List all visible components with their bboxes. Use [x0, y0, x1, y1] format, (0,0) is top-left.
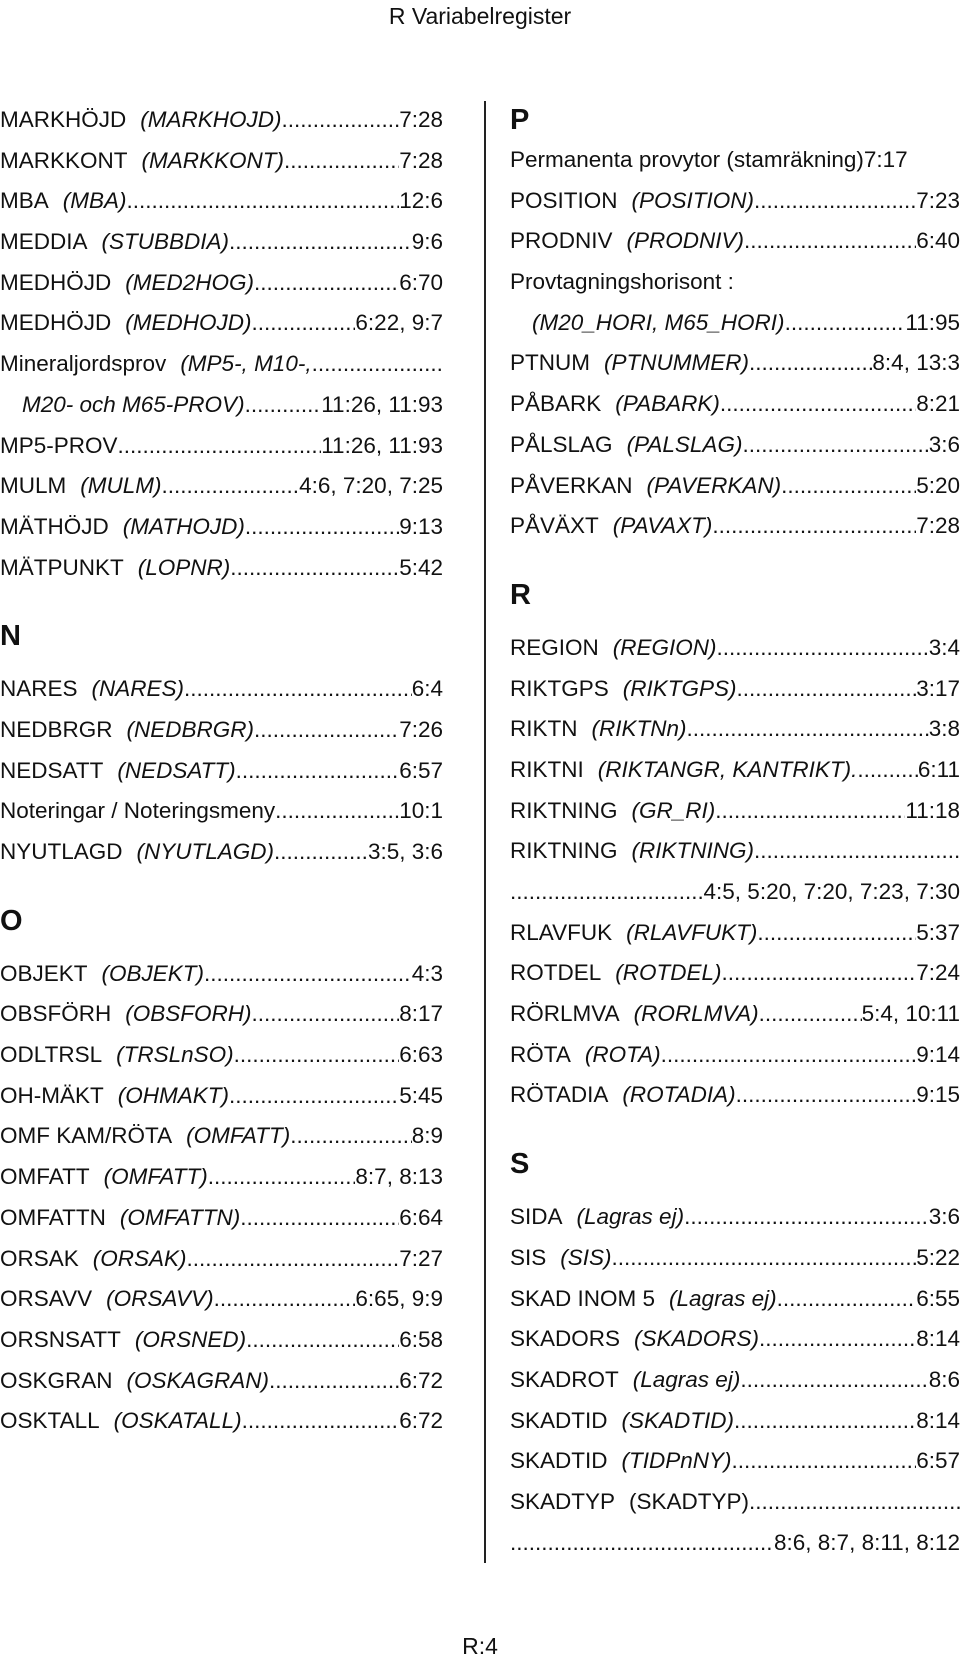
- entry-alias: (MATHOJD): [122, 513, 245, 539]
- entry-alias: (Lagras ej): [669, 1285, 777, 1311]
- entry-alias: (PTNUMMER): [604, 350, 749, 376]
- index-entry: [510, 181, 960, 222]
- entry-alias: (MED2HOG): [125, 269, 254, 295]
- index-entry: [510, 1441, 960, 1482]
- entry-alias: (ROTA): [584, 1041, 661, 1067]
- entry-page-ref: 11:26, 11:93: [321, 391, 443, 417]
- index-entry: [510, 1197, 960, 1238]
- dot-leader: [275, 791, 399, 832]
- index-entry: [0, 832, 443, 873]
- entry-name: SKADORS: [510, 1326, 621, 1352]
- entry-alias: (PAVERKAN): [646, 472, 782, 498]
- entry-alias: (PAVAXT): [612, 513, 713, 539]
- entry-name: OMFATT: [0, 1164, 90, 1190]
- entry-alias: (RIKTNING): [631, 838, 755, 864]
- entry-page-ref: 6:55: [916, 1285, 960, 1311]
- dot-leader: [254, 263, 399, 304]
- entry-alias: (RLAVFUKT): [626, 919, 758, 945]
- entry-page-ref: 6:72: [399, 1408, 443, 1434]
- entry-page-ref: 7:28: [399, 147, 443, 173]
- entry-name: MBA: [0, 188, 49, 214]
- dot-leader: [187, 1239, 400, 1280]
- entry-alias: (RIKTGPS): [622, 675, 737, 701]
- index-entry: [0, 669, 443, 710]
- entry-page-ref: 3:17: [916, 675, 960, 701]
- entry-alias: (MARKHOJD): [140, 107, 282, 132]
- entry-name: OMF KAM/RÖTA: [0, 1123, 173, 1149]
- entry-name: MARKKONT: [0, 147, 128, 173]
- index-entry: [510, 1523, 960, 1564]
- entry-alias: (OSKAGRAN): [126, 1367, 270, 1393]
- entry-alias: (OHMAKT): [117, 1082, 229, 1108]
- entry-name: NYUTLAGD: [0, 839, 123, 864]
- dot-leader: [612, 1238, 917, 1279]
- index-entry: [0, 1035, 443, 1076]
- entry-name: Noteringar / Noteringsmeny: [0, 798, 276, 824]
- index-entry: [510, 425, 960, 466]
- entry-alias: (OBSFORH): [125, 1001, 252, 1027]
- entry-name: POSITION: [510, 187, 618, 213]
- entry-alias: (SKADTID): [621, 1407, 735, 1433]
- entry-alias: (Lagras ej): [576, 1204, 685, 1230]
- index-entry: [0, 1401, 443, 1442]
- dot-leader: [737, 669, 917, 710]
- entry-name: PÅVÄXT: [510, 513, 599, 539]
- section-letter: P: [510, 104, 530, 136]
- entry-page-ref: 6:70: [399, 269, 443, 295]
- index-entry: [510, 709, 960, 750]
- entry-name: SKADTID: [510, 1407, 608, 1433]
- entry-alias: (PABARK): [615, 391, 720, 417]
- dot-leader: [749, 1482, 960, 1523]
- entry-page-ref: 4:6, 7:20, 7:25: [299, 473, 443, 499]
- entry-page-ref: 6:72: [399, 1367, 443, 1393]
- entry-name: MULM: [0, 473, 67, 499]
- entry-alias: (SIS): [560, 1244, 612, 1270]
- entry-name: MEDDIA: [0, 229, 88, 255]
- entry-name: MEDHÖJD: [0, 310, 112, 336]
- dot-leader: [785, 303, 906, 344]
- entry-alias: (ORSAK): [92, 1245, 187, 1271]
- entry-page-ref: 6:57: [399, 757, 443, 783]
- entry-name: ORSAVV: [0, 1286, 93, 1312]
- entry-page-ref: 5:4, 10:11: [861, 1001, 960, 1027]
- entry-alias: (ROTADIA): [622, 1082, 736, 1108]
- dot-leader: [781, 466, 916, 507]
- index-entry: [0, 1239, 443, 1280]
- section-letter: O: [0, 904, 23, 937]
- entry-page-ref: 8:14: [916, 1326, 960, 1352]
- dot-leader: [722, 953, 917, 994]
- index-column-right: [510, 100, 960, 1563]
- entry-alias: (STUBBDIA): [101, 229, 230, 255]
- entry-name: MARKHÖJD: [0, 107, 127, 132]
- entry-page-ref: 5:42: [399, 554, 443, 580]
- entry-page-ref: 11:26, 11:93: [321, 432, 443, 458]
- dot-leader: [127, 181, 400, 222]
- entry-name: REGION: [510, 634, 599, 660]
- entry-name: MEDHÖJD: [0, 269, 112, 295]
- dot-leader: [284, 141, 399, 182]
- dot-leader: [712, 506, 916, 547]
- entry-page-ref: 8:6: [928, 1366, 960, 1392]
- index-entry: [510, 506, 960, 547]
- entry-alias: (PALSLAG): [626, 431, 743, 457]
- entry-page-ref: 5:20: [916, 472, 960, 498]
- index-entry: [0, 751, 443, 792]
- index-entry: [510, 303, 960, 344]
- entry-name: SIS: [510, 1244, 547, 1270]
- dot-leader: [740, 1360, 928, 1401]
- index-entry: [0, 1320, 443, 1361]
- dot-leader: [757, 913, 916, 954]
- section-letter: N: [0, 620, 21, 653]
- dot-leader: [684, 1197, 929, 1238]
- entry-name: Permanenta provytor (stamräkning)7:17: [510, 147, 908, 172]
- entry-name: RÖTA: [510, 1041, 571, 1067]
- dot-leader: [245, 507, 399, 548]
- entry-alias: (MBA): [62, 188, 127, 214]
- dot-leader: [510, 1523, 774, 1564]
- entry-page-ref: 3:4: [928, 634, 960, 660]
- dot-leader: [759, 1319, 916, 1360]
- dot-leader: [184, 669, 412, 710]
- entry-alias: (Lagras ej): [632, 1366, 741, 1392]
- index-entry: [510, 994, 960, 1035]
- dot-leader: [234, 1035, 400, 1076]
- index-entry: [510, 1075, 960, 1116]
- entry-alias: (NYUTLAGD): [136, 839, 275, 864]
- entry-page-ref: 9:13: [399, 513, 443, 539]
- entry-name: RIKTNING: [510, 838, 618, 864]
- entry-page-ref: 9:6: [411, 229, 443, 255]
- dot-leader: [720, 384, 916, 425]
- index-entry: [510, 343, 960, 384]
- entry-page-ref: 6:11: [917, 756, 960, 782]
- dot-leader: [269, 1361, 399, 1402]
- dot-leader: [245, 385, 322, 426]
- dot-leader: [744, 221, 916, 262]
- entry-page-ref: 9:14: [916, 1041, 960, 1067]
- dot-leader: [240, 1198, 399, 1239]
- index-entry: [510, 628, 960, 669]
- dot-leader: [246, 1320, 399, 1361]
- column-divider: [484, 101, 486, 1563]
- dot-leader: [252, 994, 400, 1035]
- entry-page-ref: 11:95: [905, 309, 960, 335]
- entry-alias: (TIDPnNY): [621, 1448, 732, 1474]
- entry-alias: (NEDBRGR): [126, 716, 255, 742]
- entry-page-ref: 7:24: [916, 960, 960, 986]
- page-header: R Variabelregister: [388, 3, 572, 29]
- entry-alias: (OMFATT): [186, 1123, 291, 1149]
- entry-page-ref: 8:4, 13:3: [872, 350, 960, 376]
- index-entry: [510, 221, 960, 262]
- entry-alias: (OSKATALL): [113, 1408, 242, 1434]
- entry-name: OSKTALL: [0, 1408, 100, 1434]
- entry-name: NEDBRGR: [0, 716, 113, 742]
- dot-leader: [230, 548, 399, 589]
- entry-name: SKADROT: [510, 1366, 619, 1392]
- dot-leader: [734, 1401, 916, 1442]
- entry-alias: (NARES): [91, 676, 185, 702]
- index-entry: [0, 181, 443, 222]
- entry-page-ref: 5:37: [916, 919, 960, 945]
- index-entry: [0, 954, 443, 995]
- entry-page-ref: 6:57: [916, 1448, 960, 1474]
- dot-leader: [717, 628, 929, 669]
- index-entry: [0, 344, 443, 385]
- dot-leader: [214, 1279, 356, 1320]
- entry-page-ref: 3:5, 3:6: [367, 839, 443, 864]
- entry-alias: (MULM): [80, 473, 162, 499]
- index-column-left: [0, 100, 443, 1442]
- entry-name: OH-MÄKT: [0, 1082, 104, 1108]
- entry-name: OMFATTN: [0, 1204, 106, 1230]
- entry-page-ref: 6:65, 9:9: [355, 1286, 443, 1312]
- index-entry: [0, 994, 443, 1035]
- dot-leader: [251, 303, 355, 344]
- dot-leader: [754, 181, 916, 222]
- entry-alias: (M20_HORI, M65_HORI): [532, 309, 785, 335]
- index-entry: [0, 303, 443, 344]
- dot-leader: [290, 1116, 411, 1157]
- entry-name: Provtagningshorisont :: [510, 269, 734, 295]
- entry-name: RÖRLMVA: [510, 1001, 620, 1027]
- entry-name: PÅLSLAG: [510, 431, 613, 457]
- entry-name: NARES: [0, 676, 78, 702]
- entry-name: SIDA: [510, 1204, 563, 1230]
- entry-name: ORSNSATT: [0, 1326, 121, 1352]
- dot-leader: [254, 710, 399, 751]
- dot-leader: [661, 1035, 917, 1076]
- entry-name: MÄTPUNKT: [0, 554, 124, 580]
- entry-alias: (RORLMVA): [633, 1001, 759, 1027]
- index-entry: [510, 913, 960, 954]
- entry-alias: (RIKTANGR, KANTRIKT).: [597, 756, 858, 782]
- index-entry: [0, 263, 443, 304]
- entry-name: SKADTID: [510, 1448, 608, 1474]
- entry-page-ref: 8:9: [411, 1123, 443, 1149]
- entry-name: RLAVFUK: [510, 919, 613, 945]
- index-entry: [0, 1116, 443, 1157]
- index-entry: [510, 384, 960, 425]
- entry-name: OBSFÖRH: [0, 1001, 112, 1027]
- entry-alias: (MARKKONT): [141, 147, 285, 173]
- dot-leader: [208, 1157, 356, 1198]
- entry-alias: (RIKTNn): [591, 716, 687, 742]
- entry-page-ref: 6:64: [399, 1204, 443, 1230]
- entry-name: RIKTN: [510, 716, 578, 742]
- entry-alias: (SKADORS): [634, 1326, 760, 1352]
- dot-leader: [229, 1076, 399, 1117]
- dot-leader: [282, 100, 400, 141]
- entry-alias: (LOPNR): [137, 554, 231, 580]
- entry-page-ref: 6:58: [399, 1326, 443, 1352]
- index-entry: [510, 1482, 960, 1523]
- entry-name: MÄTHÖJD: [0, 513, 109, 539]
- dot-leader: [759, 994, 862, 1035]
- index-entry: [510, 953, 960, 994]
- entry-name: RÖTADIA: [510, 1082, 609, 1108]
- dot-leader: [742, 425, 928, 466]
- entry-alias: (MP5-, M10-,: [180, 351, 312, 377]
- dot-leader: [736, 1075, 917, 1116]
- entry-name: NEDSATT: [0, 757, 104, 783]
- entry-page-ref: 8:14: [916, 1407, 960, 1433]
- entry-name: SKADTYP: [510, 1488, 616, 1514]
- dot-leader: [715, 791, 905, 832]
- index-entry: [510, 1319, 960, 1360]
- index-entry: [0, 466, 443, 507]
- entry-page-ref: 7:28: [399, 107, 443, 132]
- entry-page-ref: 3:8: [928, 716, 960, 742]
- entry-page-ref: 4:3: [411, 960, 443, 986]
- entry-alias: (ROTDEL): [615, 960, 722, 986]
- index-entry: [0, 100, 443, 141]
- entry-alias: (POSITION): [631, 187, 755, 213]
- index-entry: [510, 1035, 960, 1076]
- index-entry: [0, 1361, 443, 1402]
- index-entry: [510, 140, 960, 181]
- entry-name: RIKTNING: [510, 797, 618, 823]
- dot-leader: [510, 872, 704, 913]
- index-entry: [510, 1360, 960, 1401]
- entry-alias: (SKADTYP): [629, 1488, 750, 1514]
- index-entry: [0, 1076, 443, 1117]
- entry-name: RIKTGPS: [510, 675, 609, 701]
- index-entry: [0, 426, 443, 467]
- entry-page-ref: 6:40: [916, 228, 960, 254]
- entry-alias: (PRODNIV): [626, 228, 745, 254]
- entry-alias: (REGION): [612, 634, 717, 660]
- dot-leader: [161, 466, 299, 507]
- entry-page-ref: 8:7, 8:13: [355, 1164, 443, 1190]
- index-entry: [0, 1198, 443, 1239]
- index-entry: [510, 669, 960, 710]
- dot-leader: [732, 1441, 917, 1482]
- dot-leader: [236, 751, 400, 792]
- index-entry: [0, 1157, 443, 1198]
- entry-page-ref: 6:4: [411, 676, 443, 702]
- dot-leader: [274, 832, 368, 873]
- entry-name: Mineraljordsprov: [0, 351, 167, 377]
- entry-page-ref: 5:22: [916, 1244, 960, 1270]
- entry-alias: (ORSNED): [134, 1326, 247, 1352]
- entry-page-ref: 7:26: [399, 716, 443, 742]
- entry-page-ref: 6:63: [399, 1042, 443, 1068]
- entry-name: ORSAK: [0, 1245, 79, 1271]
- entry-page-ref: 8:6, 8:7, 8:11, 8:12: [774, 1529, 960, 1555]
- entry-name: ROTDEL: [510, 960, 602, 986]
- entry-page-ref: 11:18: [905, 797, 960, 823]
- index-entry: [510, 1401, 960, 1442]
- entry-page-ref: 8:17: [399, 1001, 443, 1027]
- dot-leader: [749, 343, 872, 384]
- dot-leader: [754, 831, 960, 872]
- page-number: R:4: [462, 1633, 498, 1659]
- entry-name: MP5-PROV: [0, 432, 118, 458]
- entry-name: PRODNIV: [510, 228, 613, 254]
- entry-alias: (MEDHOJD): [125, 310, 252, 336]
- entry-alias: (OMFATTN): [119, 1204, 241, 1230]
- entry-page-ref: 3:6: [928, 431, 960, 457]
- index-entry: [0, 507, 443, 548]
- entry-page-ref: 3:6: [928, 1204, 960, 1230]
- index-entry: [0, 710, 443, 751]
- index-entry: [510, 831, 960, 872]
- entry-page-ref: 4:5, 5:20, 7:20, 7:23, 7:30: [703, 879, 960, 904]
- dot-leader: [777, 1279, 917, 1320]
- index-entry: [0, 548, 443, 589]
- entry-page-ref: 7:28: [916, 513, 960, 539]
- entry-name: OBJEKT: [0, 960, 88, 986]
- section-letter: S: [510, 1148, 530, 1181]
- index-entry: [510, 262, 960, 303]
- dot-leader: [687, 709, 929, 750]
- entry-page-ref: 5:45: [399, 1082, 443, 1108]
- dot-leader: [242, 1401, 400, 1442]
- section-letter: R: [510, 578, 531, 611]
- entry-page-ref: 7:23: [916, 187, 960, 213]
- entry-page-ref: 7:27: [399, 1245, 443, 1271]
- entry-name: PÅBARK: [510, 391, 602, 417]
- entry-alias: (OMFATT): [103, 1164, 208, 1190]
- entry-alias: (ORSAVV): [106, 1286, 214, 1312]
- entry-alias: (NEDSATT): [117, 757, 236, 783]
- entry-name: ODLTRSL: [0, 1042, 103, 1068]
- dot-leader: [229, 222, 412, 263]
- index-entry: [0, 141, 443, 182]
- entry-alias: (TRSLnSO): [116, 1042, 234, 1068]
- entry-alias: M20- och M65-PROV): [22, 391, 245, 417]
- entry-name: PTNUM: [510, 350, 590, 376]
- index-entry: [510, 872, 960, 913]
- entry-page-ref: 8:21: [916, 391, 960, 417]
- entry-alias: (GR_RI): [631, 797, 716, 823]
- entry-name: PÅVERKAN: [510, 472, 633, 498]
- index-entry: [510, 791, 960, 832]
- entry-alias: (OBJEKT): [101, 960, 205, 986]
- index-entry: [0, 791, 443, 832]
- entry-name: OSKGRAN: [0, 1367, 113, 1393]
- entry-page-ref: 12:6: [399, 188, 443, 214]
- index-entry: [510, 466, 960, 507]
- entry-page-ref: 9:15: [916, 1082, 960, 1108]
- dot-leader: [204, 954, 412, 995]
- index-entry: [0, 1279, 443, 1320]
- entry-name: RIKTNI: [510, 756, 584, 782]
- entry-page-ref: 6:22, 9:7: [355, 310, 443, 336]
- entry-name: SKAD INOM 5: [510, 1285, 656, 1311]
- index-entry: [510, 1238, 960, 1279]
- dot-leader: [857, 750, 918, 791]
- index-entry: [510, 750, 960, 791]
- dot-leader: [118, 426, 322, 467]
- index-entry: [510, 1279, 960, 1320]
- entry-page-ref: 10:1: [399, 798, 443, 824]
- index-entry: [0, 385, 443, 426]
- dot-leader: [312, 344, 443, 385]
- index-entry: [0, 222, 443, 263]
